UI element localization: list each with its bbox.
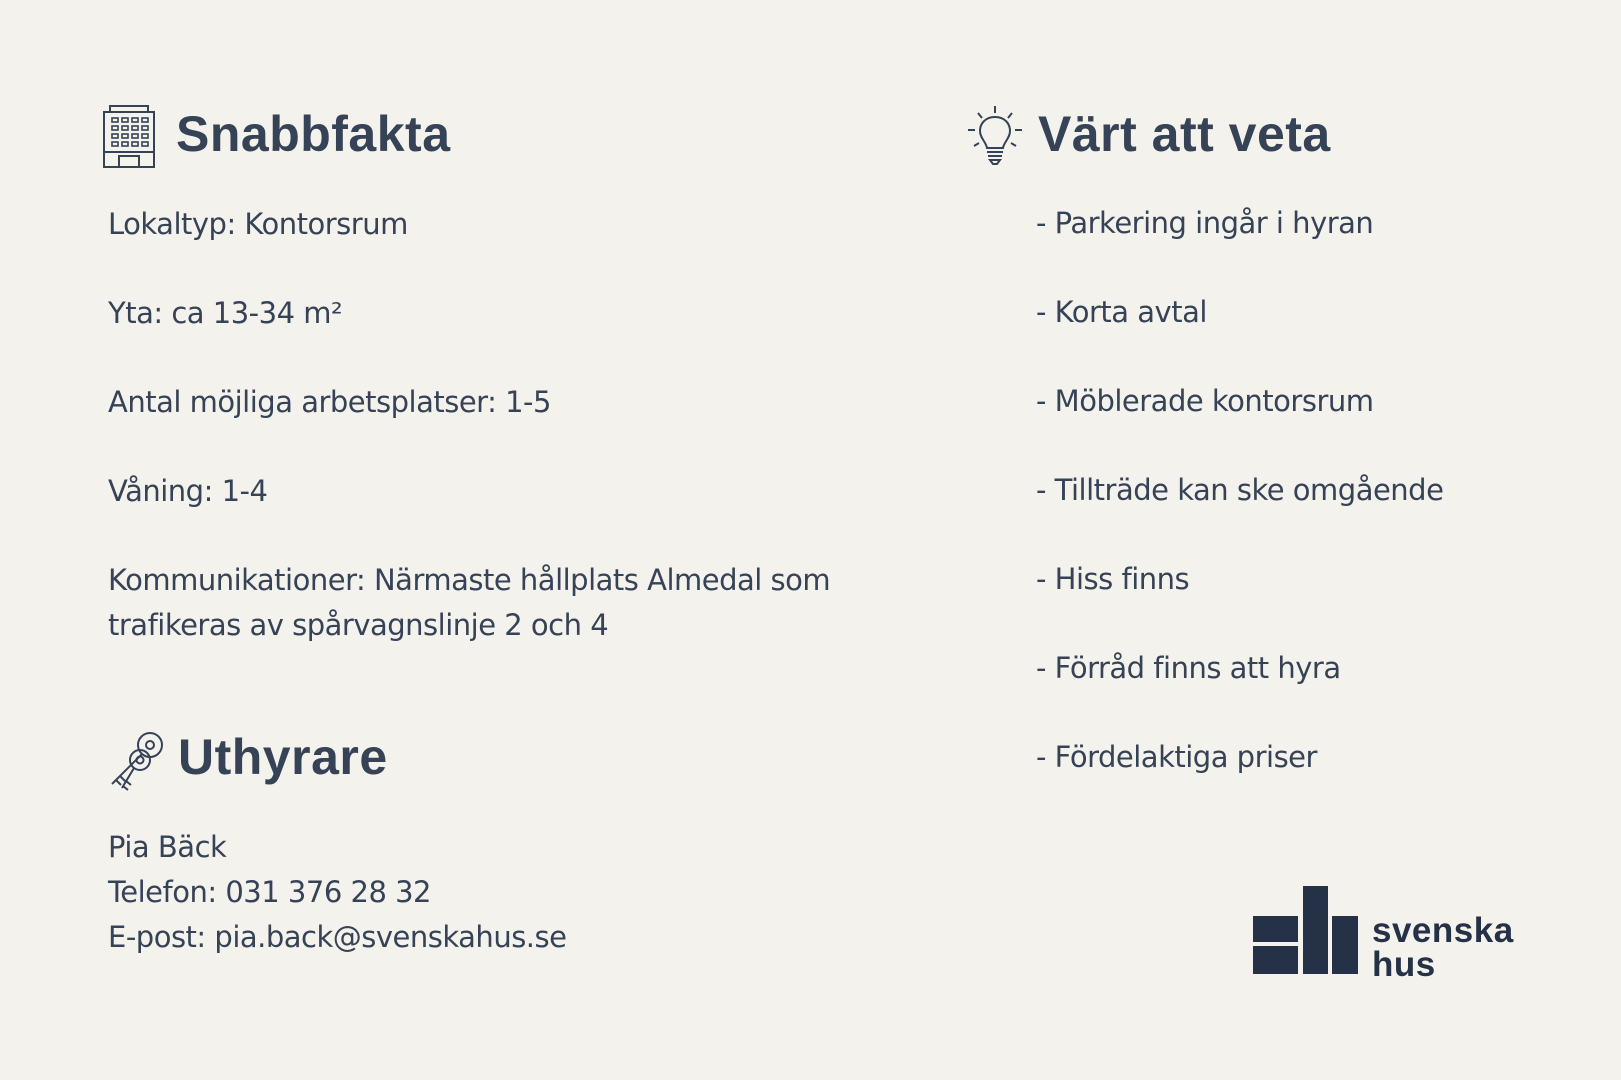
list-item: - Möblerade kontorsrum — [1036, 384, 1374, 418]
fact-arbetsplatser: Antal möjliga arbetsplatser: 1-5 — [108, 385, 551, 419]
logo-text-svenska: svenska — [1372, 911, 1514, 950]
svenska-hus-logo-mark — [1253, 886, 1359, 976]
logo-text-hus: hus — [1372, 945, 1436, 984]
fact-yta: Yta: ca 13-34 m² — [108, 296, 343, 330]
building-icon — [102, 104, 156, 168]
keys-icon — [102, 728, 168, 794]
list-item: - Förråd finns att hyra — [1036, 651, 1341, 685]
contact-email[interactable]: E-post: pia.back@svenskahus.se — [108, 920, 567, 954]
fact-kommunikationer-2: trafikeras av spårvagnslinje 2 och 4 — [108, 608, 609, 642]
contact-phone[interactable]: Telefon: 031 376 28 32 — [108, 875, 432, 909]
fact-kommunikationer-1: Kommunikationer: Närmaste hållplats Almedal som — [108, 563, 831, 597]
fact-lokaltyp: Lokaltyp: Kontorsrum — [108, 207, 408, 241]
list-item: - Fördelaktiga priser — [1036, 740, 1317, 774]
fact-vaning: Våning: 1-4 — [108, 474, 268, 508]
list-item: - Korta avtal — [1036, 295, 1207, 329]
list-item: - Hiss finns — [1036, 562, 1190, 596]
list-item: - Tillträde kan ske omgående — [1036, 473, 1444, 507]
list-item: - Parkering ingår i hyran — [1036, 206, 1374, 240]
uthyrare-title: Uthyrare — [178, 729, 388, 785]
snabbfakta-title: Snabbfakta — [176, 106, 451, 162]
vart-att-veta-title: Värt att veta — [1038, 106, 1331, 162]
contact-name: Pia Bäck — [108, 830, 227, 864]
lightbulb-icon — [966, 104, 1024, 168]
